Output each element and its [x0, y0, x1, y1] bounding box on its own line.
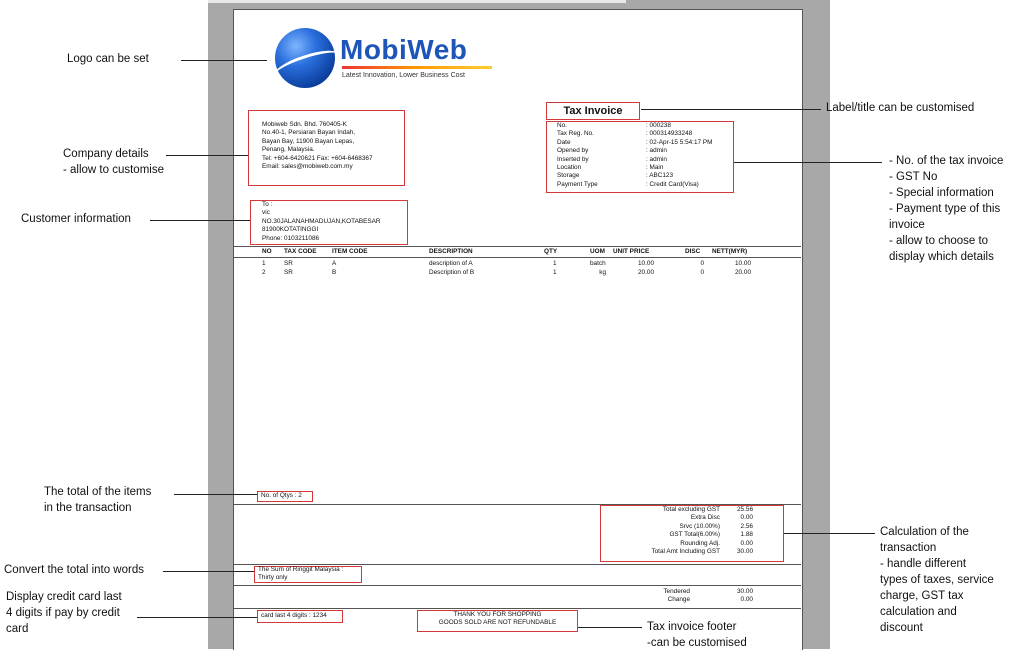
table-cell: SR — [284, 260, 293, 267]
table-cell: 1 — [262, 260, 266, 267]
meta-value: : Credit Card(Visa) — [646, 180, 699, 188]
table-cell: 10.00 — [638, 260, 654, 267]
totals-values — [722, 506, 753, 556]
meta-value: : 02-Apr-15 5:54:17 PM — [646, 138, 713, 146]
annotation-line: types of taxes, service — [880, 574, 994, 586]
annotation-line: Calculation of the — [880, 526, 969, 538]
words-top-rule — [233, 564, 801, 565]
meta-value: : ABC123 — [646, 172, 674, 180]
annotation-line: card — [6, 623, 29, 635]
sum-words-line: Thirty only — [258, 574, 288, 582]
meta-label: Storage — [557, 172, 580, 180]
customer-info — [262, 201, 381, 243]
company-details — [262, 121, 373, 171]
meta-label: Tax Reg. No. — [557, 130, 594, 138]
col-header-uom: UOM — [590, 248, 605, 255]
table-cell: kg — [599, 269, 606, 276]
total-label: Extra Disc — [690, 514, 720, 522]
company-line: Mobiweb Sdn. Bhd. 760405-K — [262, 121, 347, 128]
payment-value: 0.00 — [740, 596, 753, 604]
customer-line: NO.30JALANAHMADUJAN,KOTABESAR — [262, 217, 381, 225]
table-cell: batch — [590, 260, 606, 267]
annotation-line: invoice — [889, 219, 925, 231]
col-header-tax-code: TAX CODE — [284, 248, 317, 255]
frame-top-strip — [208, 0, 626, 3]
annotation-line: display which details — [889, 251, 994, 263]
annotation-footer — [647, 619, 747, 651]
meta-value: : 000314933248 — [646, 130, 693, 138]
leader-line — [163, 571, 254, 572]
col-header-item-code: ITEM CODE — [332, 248, 368, 255]
total-value: 25.56 — [737, 506, 753, 513]
annotation-line: - allow to choose to — [889, 235, 989, 247]
company-line: Email: sales@mobiweb.com.my — [262, 163, 353, 171]
leader-line — [734, 162, 882, 163]
meta-label: Payment Type — [557, 180, 598, 188]
total-value: 0.00 — [740, 514, 753, 522]
payment-labels — [620, 588, 690, 605]
sum-words-line: The Sum of Ringgit Malaysia : — [258, 566, 344, 573]
meta-value: : 000238 — [646, 122, 671, 129]
table-cell: 20.00 — [638, 269, 654, 276]
company-line: Bayan Bay, 11900 Bayan Lepas, — [262, 137, 355, 145]
payment-label: Tendered — [663, 588, 690, 595]
annotation-line: charge, GST tax — [880, 590, 964, 602]
company-line: No.40-1, Persiaran Bayan Indah, — [262, 129, 356, 137]
annotation-line: - Special information — [889, 187, 994, 199]
table-cell: 1 — [553, 260, 557, 267]
annotation-line: in the transaction — [44, 502, 132, 514]
company-line: Penang, Malaysia. — [262, 146, 315, 154]
logo-underline — [342, 66, 492, 69]
payment-values — [722, 588, 753, 605]
leader-line — [784, 533, 875, 534]
logo-wordmark: MobiWeb — [340, 34, 468, 65]
sum-in-words — [258, 566, 343, 583]
col-header-disc: DISC — [685, 248, 701, 255]
customer-line: vic — [262, 209, 270, 217]
meta-label: Inserted by — [557, 155, 589, 163]
annotation-line: - Payment type of this — [889, 203, 1001, 215]
footer-top-rule — [233, 608, 801, 609]
annotation-line: - allow to customise — [63, 164, 164, 176]
logo-tagline: Latest Innovation, Lower Business Cost — [342, 72, 465, 79]
leader-line — [174, 494, 257, 495]
invoice-footer — [417, 611, 578, 628]
invoice-meta-values — [646, 122, 712, 189]
annotation-line: discount — [880, 622, 923, 634]
payment-value: 30.00 — [737, 588, 753, 595]
annotation-line: 4 digits if pay by credit — [6, 607, 120, 619]
annotation-line: - GST No — [889, 171, 938, 183]
col-header-no: NO — [262, 248, 272, 255]
company-line: Tel: +604-6420621 Fax: +604-6468367 — [262, 154, 373, 162]
customer-line: 81900KOTATINGGI — [262, 226, 319, 234]
totals-labels — [602, 506, 720, 556]
customer-line: To : — [262, 201, 273, 208]
annotation-words: Convert the total into words — [4, 564, 144, 576]
invoice-meta-labels — [557, 122, 598, 189]
total-label: Rounding Adj. — [680, 539, 720, 547]
annotation-line: - handle different — [880, 558, 967, 570]
annotation-card — [6, 589, 122, 637]
annotation-line: transaction — [880, 542, 937, 554]
col-header-unit-price: UNIT PRICE — [613, 248, 650, 255]
footer-line: GOODS SOLD ARE NOT REFUNDABLE — [438, 619, 557, 627]
table-cell: 10.00 — [735, 260, 751, 267]
annotation-line: -can be customised — [647, 637, 747, 649]
annotation-line: The total of the items — [44, 486, 152, 498]
annotation-calc — [880, 524, 994, 636]
total-label: Srvc (10.00%) — [679, 522, 720, 530]
qty-summary: No. of Qtys : 2 — [261, 492, 302, 499]
annotation-company — [63, 146, 164, 178]
table-cell: B — [332, 269, 337, 276]
annotation-line: calculation and — [880, 606, 957, 618]
customer-line: Phone: 0103211086 — [262, 234, 320, 242]
annotation-line: Tax invoice footer — [647, 621, 737, 633]
annotation-line: Display credit card last — [6, 591, 122, 603]
meta-label: Location — [557, 164, 582, 172]
card-digits: card last 4 digits : 1234 — [261, 612, 327, 619]
table-cell: 20.00 — [735, 269, 751, 276]
total-label: GST Total(6.00%) — [669, 531, 720, 539]
invoice-title: Tax Invoice — [546, 102, 640, 120]
total-value: 1.88 — [740, 531, 753, 539]
table-cell: 0 — [700, 260, 704, 267]
total-value: 30.00 — [737, 548, 753, 556]
total-label: Total excluding GST — [662, 506, 720, 513]
table-cell: 2 — [262, 269, 266, 276]
annotation-logo: Logo can be set — [67, 53, 149, 65]
footer-line: THANK YOU FOR SHOPPING — [453, 611, 542, 618]
annotation-label: Label/title can be customised — [826, 102, 975, 114]
leader-line — [181, 60, 267, 61]
meta-value: : admin — [646, 147, 667, 155]
annotation-total-items — [44, 484, 151, 516]
meta-label: No. — [557, 122, 567, 129]
col-header-nett: NETT(MYR) — [712, 248, 748, 255]
leader-line — [641, 109, 821, 110]
annotation-customer: Customer information — [21, 213, 131, 225]
table-header-rule — [233, 257, 801, 258]
meta-label: Date — [557, 138, 571, 146]
total-value: 2.56 — [740, 522, 753, 530]
meta-label: Opened by — [557, 147, 589, 155]
table-cell: 1 — [553, 269, 557, 276]
leader-line — [166, 155, 248, 156]
table-cell: description of A — [429, 260, 473, 267]
meta-value: : Main — [646, 164, 664, 172]
col-header-qty: QTY — [544, 248, 558, 255]
table-cell: A — [332, 260, 337, 267]
payment-label: Change — [667, 596, 690, 604]
payment-top-rule — [233, 585, 801, 586]
leader-line — [150, 220, 250, 221]
annotation-line: Company details — [63, 148, 149, 160]
annotation-meta — [889, 153, 1003, 265]
table-cell: SR — [284, 269, 293, 276]
table-cell: 0 — [700, 269, 704, 276]
table-cell: Description of B — [429, 269, 475, 276]
total-label: Total Amt Including GST — [651, 548, 720, 556]
meta-value: : admin — [646, 155, 667, 163]
leader-line — [137, 617, 257, 618]
col-header-description: DESCRIPTION — [429, 248, 473, 255]
table-top-rule — [233, 246, 801, 247]
leader-line — [578, 627, 642, 628]
total-value: 0.00 — [740, 539, 753, 547]
annotation-line: - No. of the tax invoice — [889, 155, 1004, 167]
